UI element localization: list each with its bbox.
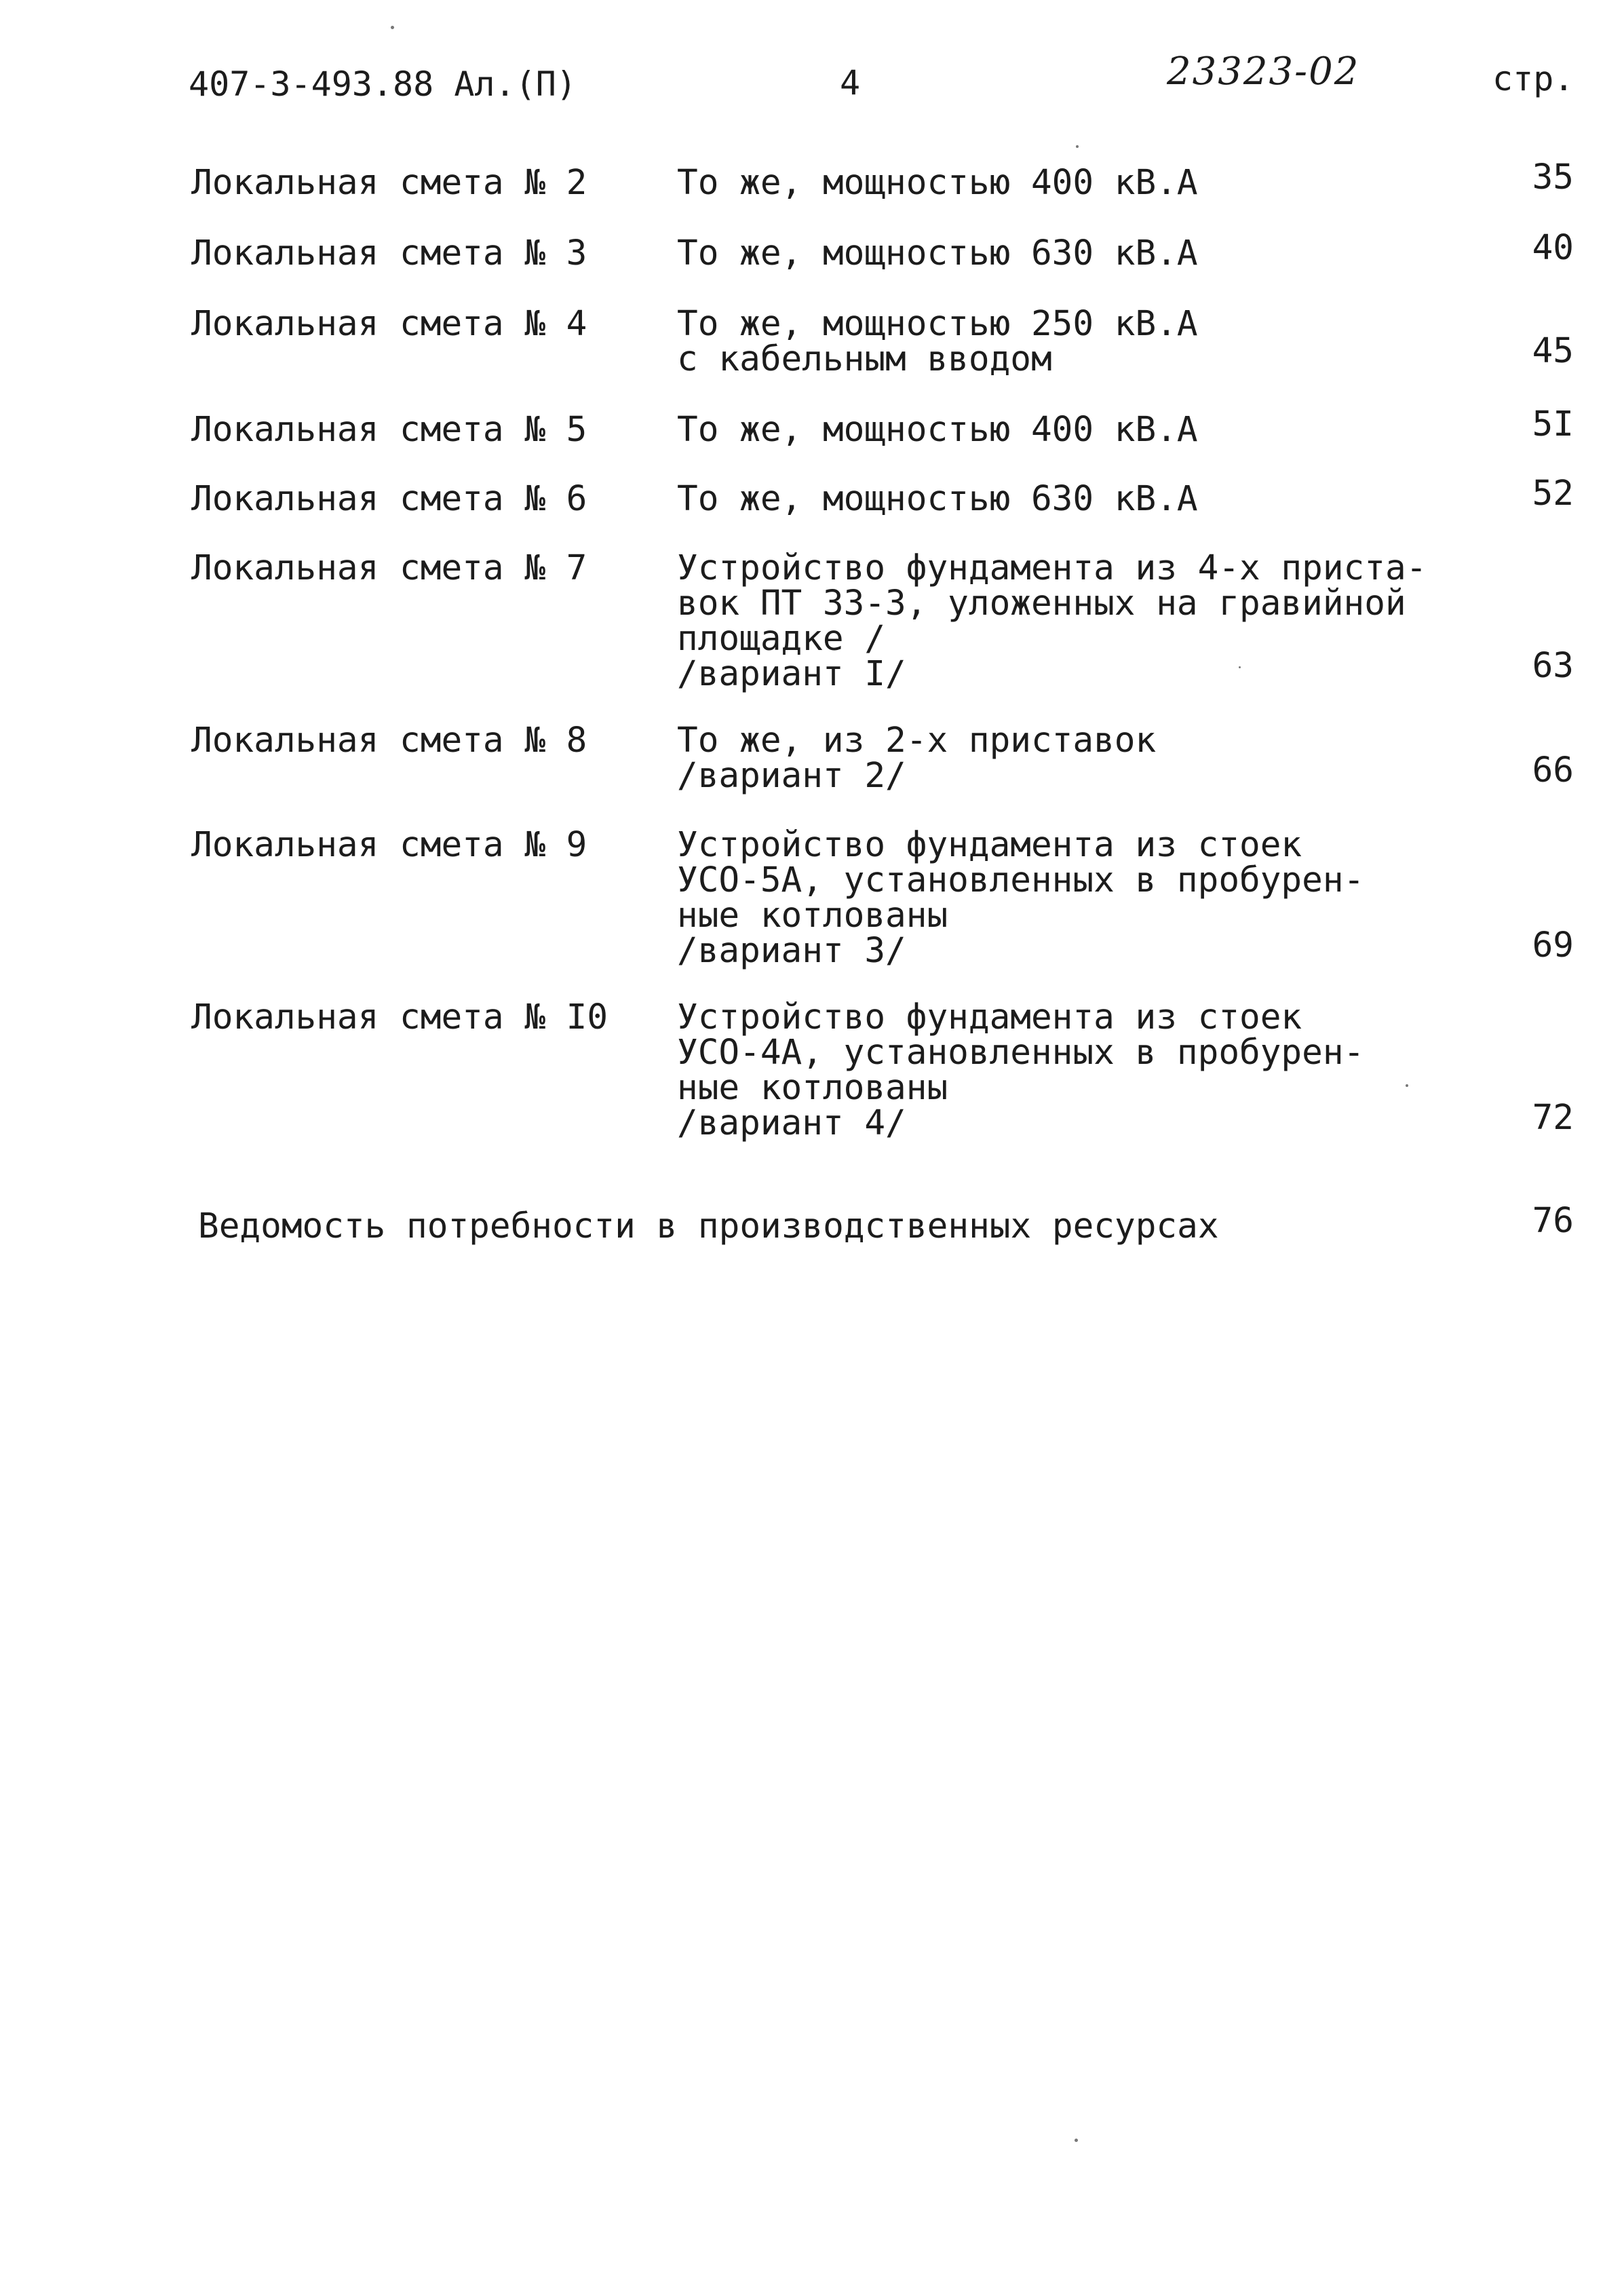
entry-label: Локальная смета № 2 xyxy=(191,163,587,203)
entry-page: 35 xyxy=(1532,157,1574,197)
entry-description xyxy=(677,410,1491,450)
entry-description xyxy=(677,997,1491,1143)
entry-label: Локальная смета № 6 xyxy=(191,479,587,519)
entry-description-line: То же, мощностью 400 кВ.А xyxy=(677,163,1198,203)
entry-label: Локальная смета № 9 xyxy=(191,825,587,865)
entry-description xyxy=(677,304,1491,379)
resource-summary-page: 76 xyxy=(1532,1201,1574,1241)
entry-description-line: площадке / xyxy=(677,619,886,659)
scan-speck xyxy=(391,26,394,29)
entry-description xyxy=(677,723,1491,794)
entry-page: 66 xyxy=(1532,750,1574,790)
entry-description xyxy=(677,479,1491,519)
entry-description-line: /вариант 2/ xyxy=(677,756,906,796)
entry-description-line: /вариант 3/ xyxy=(677,931,906,971)
entry-page: 45 xyxy=(1532,331,1574,371)
scan-speck xyxy=(1406,1084,1408,1087)
document-code: 407-3-493.88 Ал.(П) xyxy=(189,64,577,104)
entry-label: Локальная смета № 7 xyxy=(191,548,587,588)
entry-page: 63 xyxy=(1532,646,1574,686)
scan-speck xyxy=(1075,2139,1078,2142)
scan-speck xyxy=(1076,145,1079,148)
entry-description-line: УСО-4А, установленных в пробурен- xyxy=(677,1033,1365,1073)
entry-description-line: То же, мощностью 400 кВ.А xyxy=(677,410,1198,450)
scan-speck xyxy=(1239,666,1241,668)
page-column-label: стр. xyxy=(1492,59,1574,98)
entry-page: 40 xyxy=(1532,228,1574,268)
entry-label: Локальная смета № I0 xyxy=(191,997,608,1037)
entry-description xyxy=(677,825,1491,971)
entry-description-line: Устройство фундамента из стоек xyxy=(677,825,1302,865)
entry-description-line: /вариант 4/ xyxy=(677,1103,906,1143)
entry-label: Локальная смета № 3 xyxy=(191,233,587,273)
entry-description xyxy=(677,163,1491,203)
entry-description-line: Устройство фундамента из 4-х приста- xyxy=(677,548,1427,588)
entry-description-line: То же, из 2-х приставок xyxy=(677,721,1157,761)
entry-description-line: вок ПТ 33-3, уложенных на гравийной xyxy=(677,583,1406,624)
entry-description-line: УСО-5А, установленных в пробурен- xyxy=(677,860,1365,900)
entry-label: Локальная смета № 4 xyxy=(191,304,587,344)
entry-description-line: Устройство фундамента из стоек xyxy=(677,997,1302,1037)
entry-description-line: /вариант I/ xyxy=(677,654,906,694)
entry-page: 69 xyxy=(1532,925,1574,965)
entry-label: Локальная смета № 8 xyxy=(191,721,587,761)
entry-description-line: То же, мощностью 250 кВ.А xyxy=(677,304,1198,344)
page-number: 4 xyxy=(840,63,861,102)
resource-summary-title: Ведомость потребности в производственных ресурсах xyxy=(198,1206,1219,1246)
entry-page: 72 xyxy=(1532,1098,1574,1138)
entry-description-line: с кабельным вводом xyxy=(677,339,1052,379)
entry-description-line: То же, мощностью 630 кВ.А xyxy=(677,233,1198,273)
entry-description-line: ные котлованы xyxy=(677,896,948,936)
entry-description-line: То же, мощностью 630 кВ.А xyxy=(677,479,1198,519)
entry-description-line: ные котлованы xyxy=(677,1068,948,1108)
handwritten-archive-number: 23323-02 xyxy=(1167,50,1360,94)
entry-label: Локальная смета № 5 xyxy=(191,410,587,450)
entry-page: 5I xyxy=(1532,404,1574,444)
entry-description xyxy=(677,233,1491,273)
entry-description xyxy=(677,548,1491,694)
entry-page: 52 xyxy=(1532,474,1574,514)
